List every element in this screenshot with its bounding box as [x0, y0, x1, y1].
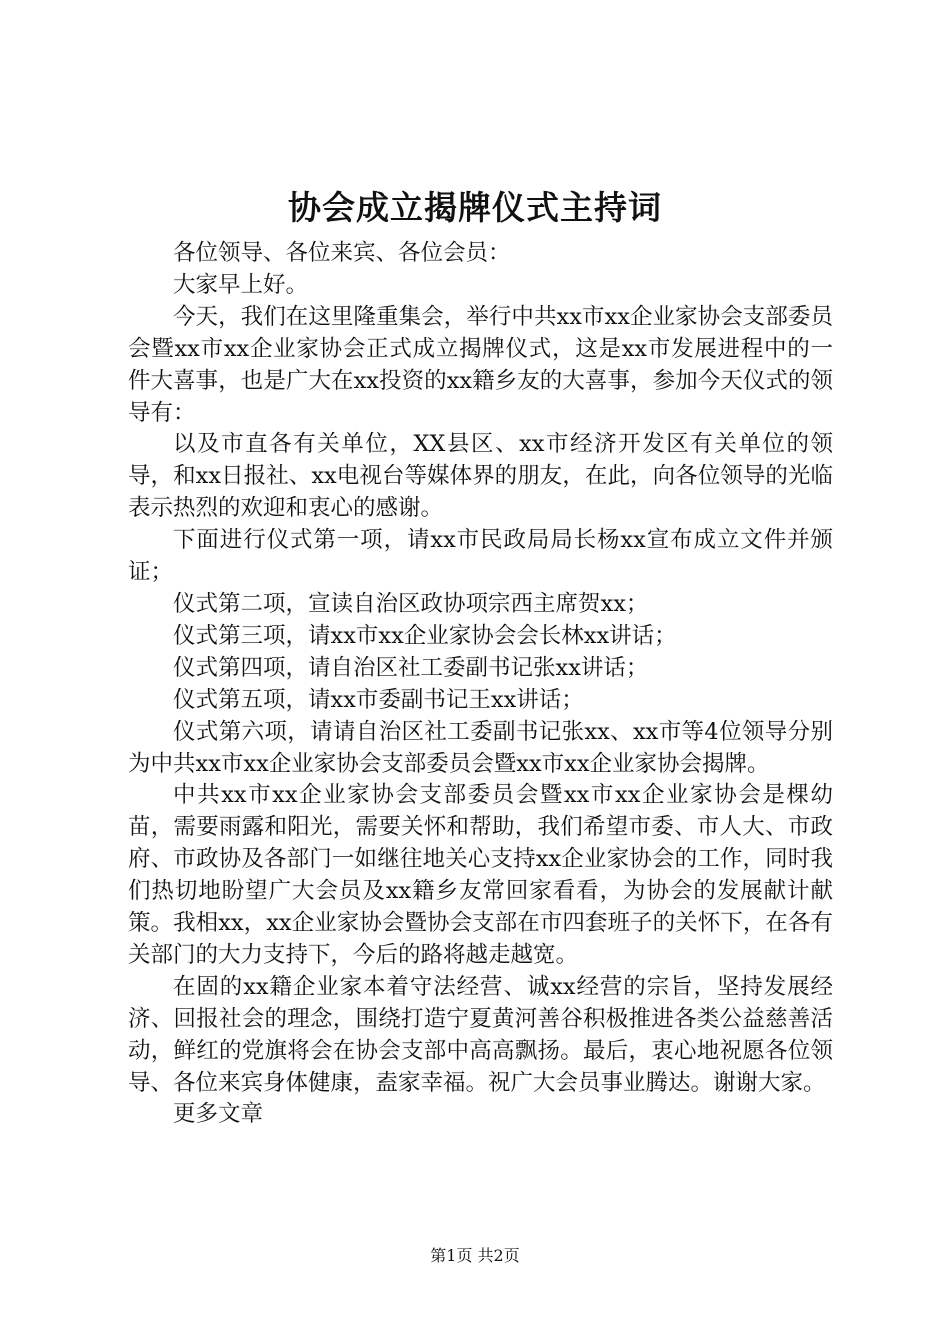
- paragraph-item-2: 仪式第二项，宣读自治区政协项宗西主席贺xx；: [173, 590, 649, 617]
- paragraph-salutation: 各位领导、各位来宾、各位会员：: [173, 240, 511, 266]
- paragraph-item-1: 下面进行仪式第一项，请xx市民政局局长杨xx宣布成立文件并颁证；: [128, 527, 833, 586]
- paragraph-closing: 在固的xx籍企业家本着守法经营、诚xx经营的宗旨，坚持发展经济、回报社会的理念，围绕打造宁夏黄河善谷积极推进各类公益慈善活动，鲜红的党旗将会在协会支部中高高飘扬。最后，衷心地祝愿各位领导、各位来宾身体健康，盍家幸福。祝广大会员事业腾达。谢谢大家。: [128, 973, 833, 1096]
- paragraph-opening: 今天，我们在这里隆重集会，举行中共xx市xx企业家协会支部委员会暨xx市xx企业家协会正式成立揭牌仪式，这是xx市发展进程中的一件大喜事，也是广大在xx投资的xx籍乡友的大喜事，参加今天仪式的领导有：: [128, 303, 833, 426]
- page-indicator: 第1页 共2页: [430, 1246, 520, 1265]
- paragraph-greeting: 大家早上好。: [173, 271, 309, 298]
- paragraph-hope: 中共xx市xx企业家协会支部委员会暨xx市xx企业家协会是棵幼苗，需要雨露和阳光，需要关怀和帮助，我们希望市委、市人大、市政府、市政协及各部门一如继往地关心支持xx企业家协会的工作，同时我们热切地盼望广大会员及xx籍乡友常回家看看，为协会的发展献计献策。我相xx，xx企业家协会暨协会支部在市四套班子的关怀下，在各有关部门的大力支持下，今后的路将越走越宽。: [128, 782, 833, 968]
- paragraph-welcome: 以及市直各有关单位，XX县区、xx市经济开发区有关单位的领导，和xx日报社、xx电视台等媒体界的朋友，在此，向各位领导的光临表示热烈的欢迎和衷心的感谢。: [128, 431, 833, 522]
- paragraph-item-6: 仪式第六项，请请自治区社工委副书记张xx、xx市等4位领导分别为中共xx市xx企业家协会支部委员会暨xx市xx企业家协会揭牌。: [128, 718, 833, 777]
- paragraph-item-3: 仪式第三项，请xx市xx企业家协会会长林xx讲话；: [173, 622, 677, 649]
- document-title: 协会成立揭牌仪式主持词: [288, 188, 662, 227]
- document-body: [128, 238, 833, 1131]
- paragraph-item-5: 仪式第五项，请xx市委副书记王xx讲话；: [173, 686, 584, 713]
- more-articles-link[interactable]: 更多文章: [173, 1101, 264, 1128]
- paragraph-item-4: 仪式第四项，请自治区社工委副书记张xx讲话；: [173, 654, 649, 681]
